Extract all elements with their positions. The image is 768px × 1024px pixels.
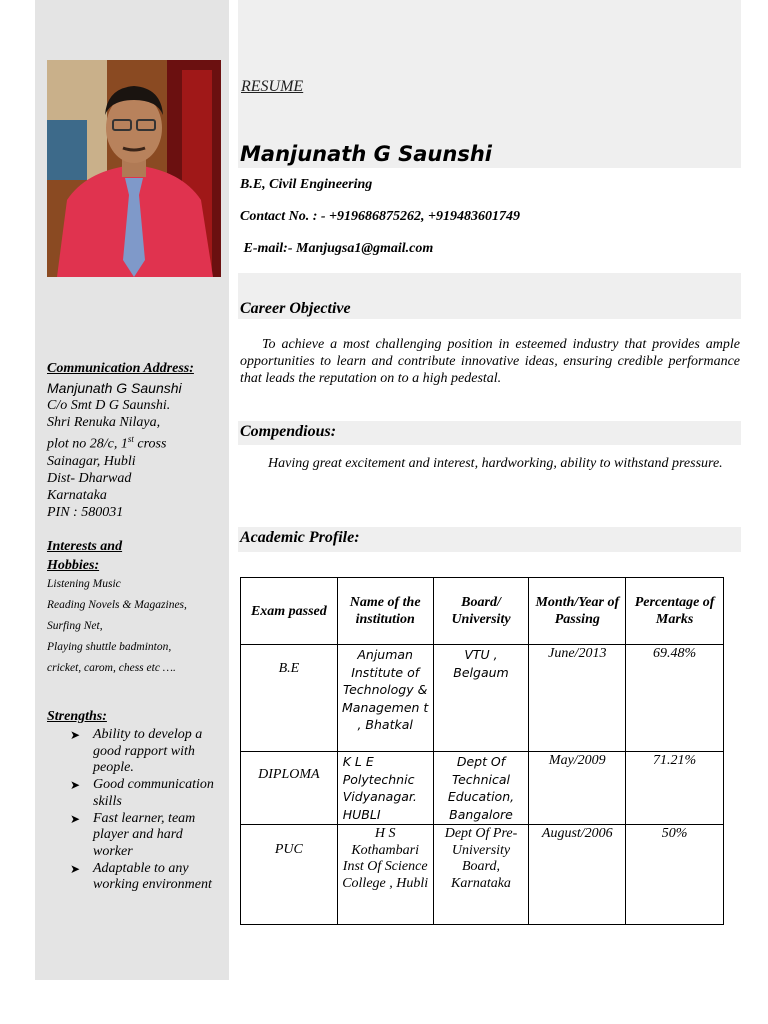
list-item: ➤ Fast learner, team player and hard worker (70, 810, 196, 859)
strengths-heading: Strengths: (47, 709, 107, 724)
interests-heading: Interests and (47, 539, 123, 554)
institution-cell: K L E Polytechnic Vidyanagar. HUBLI (337, 752, 433, 825)
exam-cell: B.E (241, 645, 338, 752)
list-item: Playing shuttle badminton, (47, 641, 172, 653)
address-line: Sainagar, Hubli (47, 453, 136, 469)
list-item: ➤ Adaptable to any working environment (70, 860, 212, 893)
hobbies-list (47, 574, 227, 679)
institution-cell: Anjuman Institute of Technology & Managemen t , Bhatkal (337, 645, 433, 752)
address-heading: Communication Address: (47, 361, 194, 376)
list-item: Listening Music (47, 578, 121, 590)
degree-line: B.E, Civil Engineering (240, 177, 373, 192)
academic-title: Academic Profile: (240, 529, 360, 546)
address-line: Karnataka (47, 487, 107, 503)
address-line: plot no 28/c, 1st cross (47, 434, 167, 452)
strengths-list (70, 727, 225, 894)
header-institution: Name of the institution (337, 578, 433, 645)
header-percentage: Percentage of Marks (626, 578, 724, 645)
exam-cell: DIPLOMA (241, 752, 338, 825)
table-row (241, 752, 724, 825)
board-cell: Dept Of Pre-University Board, Karnataka (433, 825, 529, 925)
institution-cell: H S Kothambari Inst Of Science College , Hubli (337, 825, 433, 925)
academic-table (240, 577, 724, 925)
header-board: Board/ University (433, 578, 529, 645)
address-line: Dist- Dharwad (47, 470, 132, 486)
compendious-title: Compendious: (240, 423, 337, 440)
board-cell: Dept Of Technical Education, Bangalore (433, 752, 529, 825)
table-row (241, 825, 724, 925)
header-passing: Month/Year of Passing (529, 578, 626, 645)
address-line: PIN : 580031 (47, 504, 124, 520)
list-item: Reading Novels & Magazines, (47, 599, 187, 611)
email-line: E-mail:- Manjugsa1@gmail.com (240, 241, 434, 256)
address-line: Shri Renuka Nilaya, (47, 415, 161, 430)
profile-photo (47, 60, 221, 277)
board-cell: VTU , Belgaum (433, 645, 529, 752)
list-item: cricket, carom, chess etc …. (47, 662, 176, 674)
table-header-row (241, 578, 724, 645)
candidate-name: Manjunath G Saunshi (240, 142, 492, 166)
passing-cell: August/2006 (529, 825, 626, 925)
header-exam: Exam passed (241, 578, 338, 645)
arrow-bullet-icon: ➤ (70, 811, 81, 826)
address-block (47, 380, 227, 521)
address-name: Manjunath G Saunshi (47, 380, 182, 396)
arrow-bullet-icon: ➤ (70, 861, 81, 876)
career-text: To achieve a most challenging position in esteemed industry that provides ample opportunities to learn and contribute innovative ideas, ensuring credible performance that leads the reputation on to a high pedestal. (240, 337, 740, 386)
list-item: ➤ Good communication skills (70, 777, 214, 809)
exam-cell: PUC (241, 825, 338, 925)
percentage-cell: 69.48% (626, 645, 724, 752)
list-item: ➤ Ability to develop a good rapport with people. (70, 727, 203, 776)
arrow-bullet-icon: ➤ (70, 778, 81, 793)
contact-line: Contact No. : - +919686875262, +919483601749 (240, 209, 521, 224)
resume-label: RESUME (241, 78, 304, 95)
percentage-cell: 71.21% (626, 752, 724, 825)
passing-cell: June/2013 (529, 645, 626, 752)
career-title: Career Objective (240, 300, 351, 317)
address-line: C/o Smt D G Saunshi. (47, 398, 171, 413)
hobbies-heading: Hobbies: (47, 558, 100, 573)
table-row (241, 645, 724, 752)
list-item: Surfing Net, (47, 620, 103, 632)
percentage-cell: 50% (626, 825, 724, 925)
passing-cell: May/2009 (529, 752, 626, 825)
compendious-text: Having great excitement and interest, hardworking, ability to withstand pressure. (268, 456, 723, 471)
arrow-bullet-icon: ➤ (70, 728, 81, 742)
